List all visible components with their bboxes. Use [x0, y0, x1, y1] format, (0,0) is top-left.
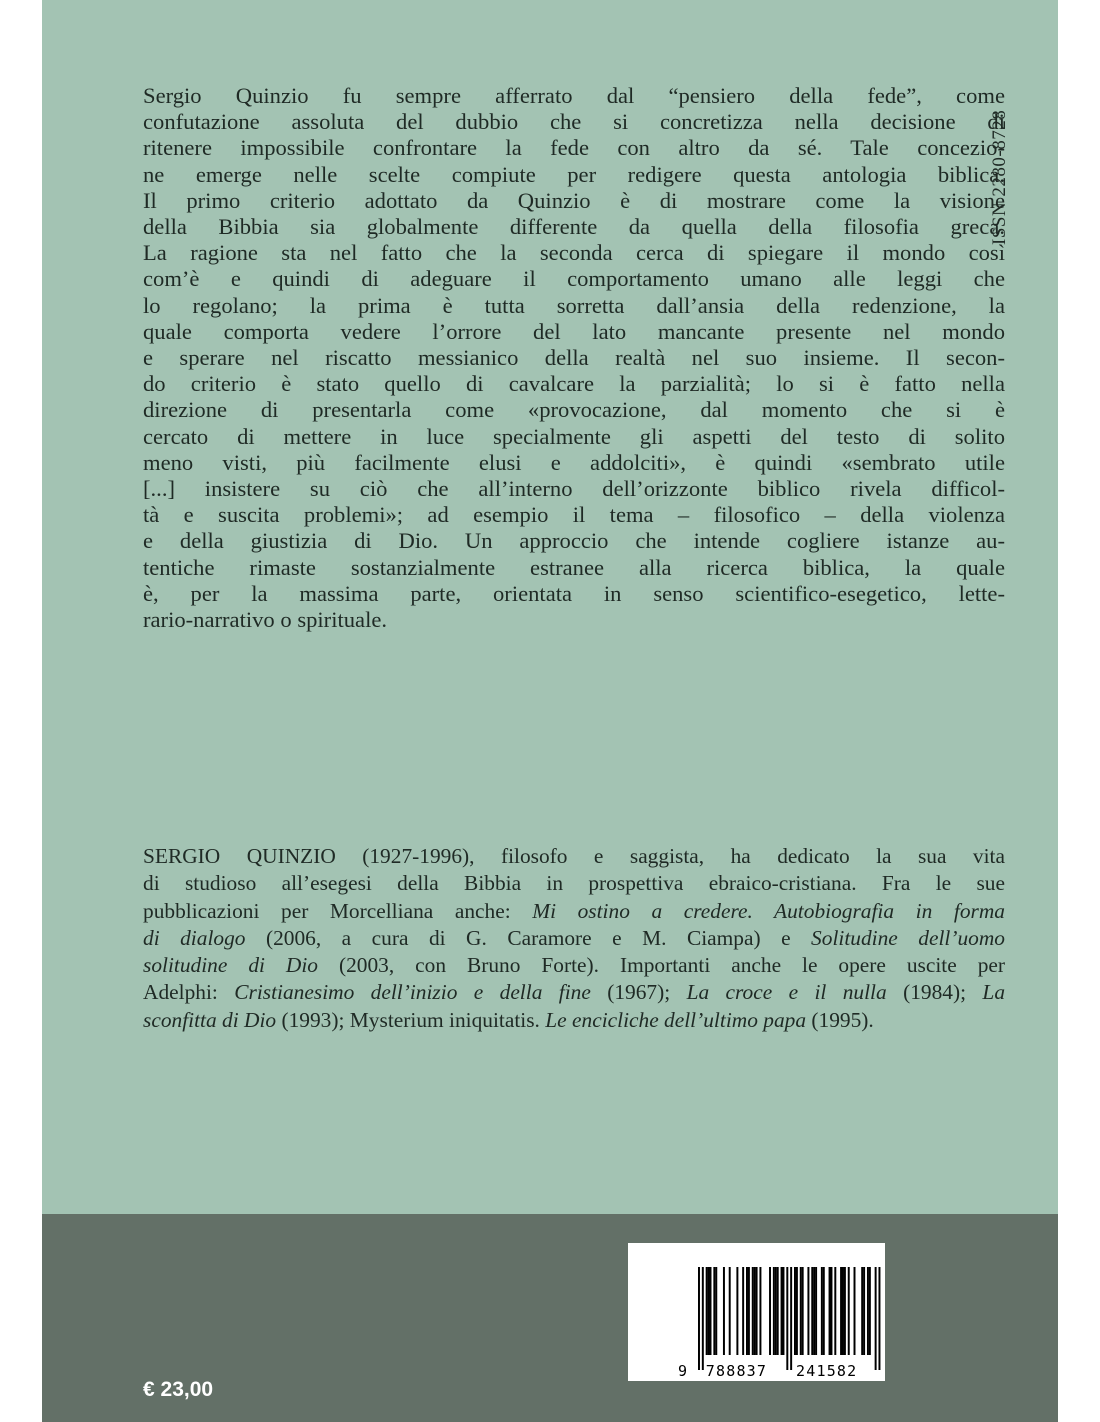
- barcode-bar: [769, 1267, 771, 1355]
- barcode-bar: [811, 1267, 813, 1355]
- bio-line: [143, 843, 1005, 870]
- book-title: La croce e il nulla: [686, 980, 887, 1005]
- bio-text: (1967);: [590, 980, 687, 1005]
- blurb-line: rario-narrativo o spirituale.: [143, 607, 388, 633]
- bio-line: [143, 979, 1005, 1006]
- book-title: Solitudine dell’uomo: [811, 925, 1005, 950]
- blurb-line: quale comporta vedere l’orrore del lato mancante presente nel mondo: [143, 318, 1005, 344]
- barcode-digits: 241582: [796, 1362, 858, 1380]
- barcode-bar: [800, 1267, 802, 1355]
- barcode-bar: [830, 1267, 832, 1355]
- bio-text: pubblicazioni per Morcelliana anche:: [143, 898, 533, 923]
- book-title: Mi ostino a credere. Autobiografia in forma: [532, 898, 1005, 923]
- blurb-line: ritenere impossibile confrontare la fede con altro da sé. Tale concezio-: [143, 135, 1005, 161]
- bio-text: (1984);: [886, 980, 983, 1005]
- barcode-bar: [782, 1267, 784, 1355]
- barcode-bar: [878, 1267, 880, 1370]
- barcode-bar: [794, 1267, 796, 1355]
- barcode-bar: [854, 1267, 856, 1355]
- author-bio: [143, 843, 1005, 1034]
- blurb-line: confutazione assoluta del dubbio che si concretizza nella decisione di: [143, 109, 1005, 135]
- barcode-bar: [698, 1267, 700, 1370]
- barcode-bar: [863, 1267, 865, 1355]
- barcode-bar: [802, 1267, 804, 1355]
- blurb-line: [...] insistere su ciò che all’interno dell’orizzonte biblico rivela difficol-: [143, 476, 1005, 502]
- blurb-line: Sergio Quinzio fu sempre afferrato dal “pensiero della fede”, come: [143, 83, 1005, 108]
- blurb-line: do criterio è stato quello di cavalcare la parzialità; lo si è fatto nella: [143, 371, 1005, 397]
- barcode-bar: [813, 1267, 815, 1355]
- barcode-bar: [807, 1267, 809, 1355]
- back-cover: [42, 0, 1058, 1422]
- barcode-bar: [781, 1267, 783, 1355]
- barcode-bar: [867, 1267, 869, 1355]
- blurb-line: tentiche rimaste sostanzialmente estranee alla ricerca biblica, la quale: [143, 554, 1005, 580]
- barcode-bar: [759, 1267, 761, 1355]
- barcode-bar: [869, 1267, 871, 1355]
- blurb-line: La ragione sta nel fatto che la seconda cerca di spiegare il mondo così: [143, 240, 1005, 266]
- isbn-barcode: [628, 1243, 885, 1381]
- barcode-bar: [756, 1267, 758, 1355]
- book-title: Le encicliche dell’ultimo papa: [545, 1007, 807, 1032]
- barcode-graphic: [628, 1243, 885, 1381]
- book-title: solitudine di Dio: [143, 953, 318, 978]
- blurb-line: e sperare nel riscatto messianico della realtà nel suo insieme. Il secon-: [143, 345, 1005, 371]
- barcode-bar: [861, 1267, 863, 1355]
- barcode-bar: [736, 1267, 738, 1355]
- blurb-text: [143, 83, 1005, 633]
- bottom-band: [42, 1214, 1058, 1422]
- book-title: di dialogo: [143, 925, 246, 950]
- barcode-bar: [815, 1267, 817, 1355]
- barcode-bar: [775, 1267, 777, 1355]
- barcode-digits: 788837: [705, 1362, 768, 1380]
- barcode-bar: [715, 1267, 717, 1355]
- blurb-line: cercato di mettere in luce specialmente gli aspetti del testo di solito: [143, 423, 1005, 449]
- bio-line: [143, 870, 1005, 897]
- blurb-line: lo regolano; la prima è tutta sorretta dall’ansia della redenzione, la: [143, 292, 1005, 318]
- blurb-line: com’è e quindi di adeguare il comportamento umano alle leggi che: [143, 266, 1005, 292]
- blurb-line: tà e suscita problemi»; ad esempio il tema – filosofico – della violenza: [143, 502, 1005, 528]
- bio-line: [143, 925, 1005, 952]
- barcode-bar: [754, 1267, 756, 1355]
- barcode-bar: [821, 1267, 823, 1355]
- bio-text: (2003, con Bruno Forte). Importanti anche le opere uscite per: [318, 953, 1006, 978]
- barcode-bar: [842, 1267, 844, 1355]
- price-label: € 23,00: [143, 1378, 214, 1401]
- bio-text: (2006, a cura di G. Caramore e M. Ciampa) e: [245, 925, 812, 950]
- barcode-bar: [773, 1267, 775, 1355]
- barcode-bar: [840, 1267, 842, 1355]
- barcode-bar: [713, 1267, 715, 1355]
- barcode-bar: [875, 1267, 877, 1370]
- barcode-bar: [752, 1267, 754, 1355]
- bio-text: di studioso all’esegesi della Bibbia in prospettiva ebraico-cristiana. Fra le sue: [143, 871, 1005, 896]
- book-title: Cristianesimo dell’inizio e della fine: [234, 980, 591, 1005]
- barcode-bar: [786, 1267, 788, 1370]
- bio-line: [143, 1007, 1005, 1034]
- barcode-bar: [708, 1267, 710, 1355]
- barcode-bar: [729, 1267, 731, 1355]
- bio-text: SERGIO QUINZIO (1927-1996), filosofo e saggista, ha dedicato la sua vita: [143, 844, 1005, 868]
- barcode-bar: [829, 1267, 831, 1355]
- barcode-bar: [748, 1267, 750, 1355]
- blurb-line: della Bibbia sia globalmente differente da quella della filosofia greca.: [143, 214, 1005, 240]
- barcode-bar: [796, 1267, 798, 1355]
- issn-label: ISSN 2280-8728: [989, 109, 1010, 246]
- book-title: sconfitta di Dio: [143, 1007, 277, 1032]
- barcode-bar: [702, 1267, 704, 1370]
- barcode-digits: 9: [678, 1362, 689, 1380]
- bio-text: (1993); Mysterium iniquitatis.: [276, 1007, 546, 1032]
- barcode-bar: [834, 1267, 836, 1355]
- blurb-line: è, per la massima parte, orientata in senso scientifico-esegetico, lette-: [143, 580, 1005, 606]
- barcode-bar: [848, 1267, 850, 1355]
- barcode-bar: [777, 1267, 779, 1355]
- barcode-bar: [710, 1267, 712, 1355]
- barcode-bar: [790, 1267, 792, 1370]
- barcode-bar: [742, 1267, 744, 1355]
- bio-text: Adelphi:: [143, 980, 235, 1005]
- bio-line: [143, 898, 1005, 925]
- barcode-bar: [844, 1267, 846, 1355]
- barcode-bar: [823, 1267, 825, 1355]
- blurb-line: ne emerge nelle scelte compiute per redigere questa antologia biblica.: [143, 161, 1005, 187]
- blurb-line: meno visti, più facilmente elusi e addolciti», è quindi «sembrato utile: [143, 449, 1005, 475]
- barcode-bar: [746, 1267, 748, 1355]
- bio-text: (1995).: [806, 1007, 874, 1032]
- barcode-bar: [723, 1267, 725, 1355]
- barcode-bar: [706, 1267, 708, 1355]
- blurb-line: Il primo criterio adottato da Quinzio è di mostrare come la visione: [143, 187, 1005, 213]
- blurb-line: direzione di presentarla come «provocazione, dal momento che si è: [143, 397, 1005, 423]
- blurb-line: e della giustizia di Dio. Un approccio che intende cogliere istanze au-: [143, 528, 1005, 554]
- bio-line: [143, 952, 1005, 979]
- book-title: La: [982, 980, 1006, 1005]
